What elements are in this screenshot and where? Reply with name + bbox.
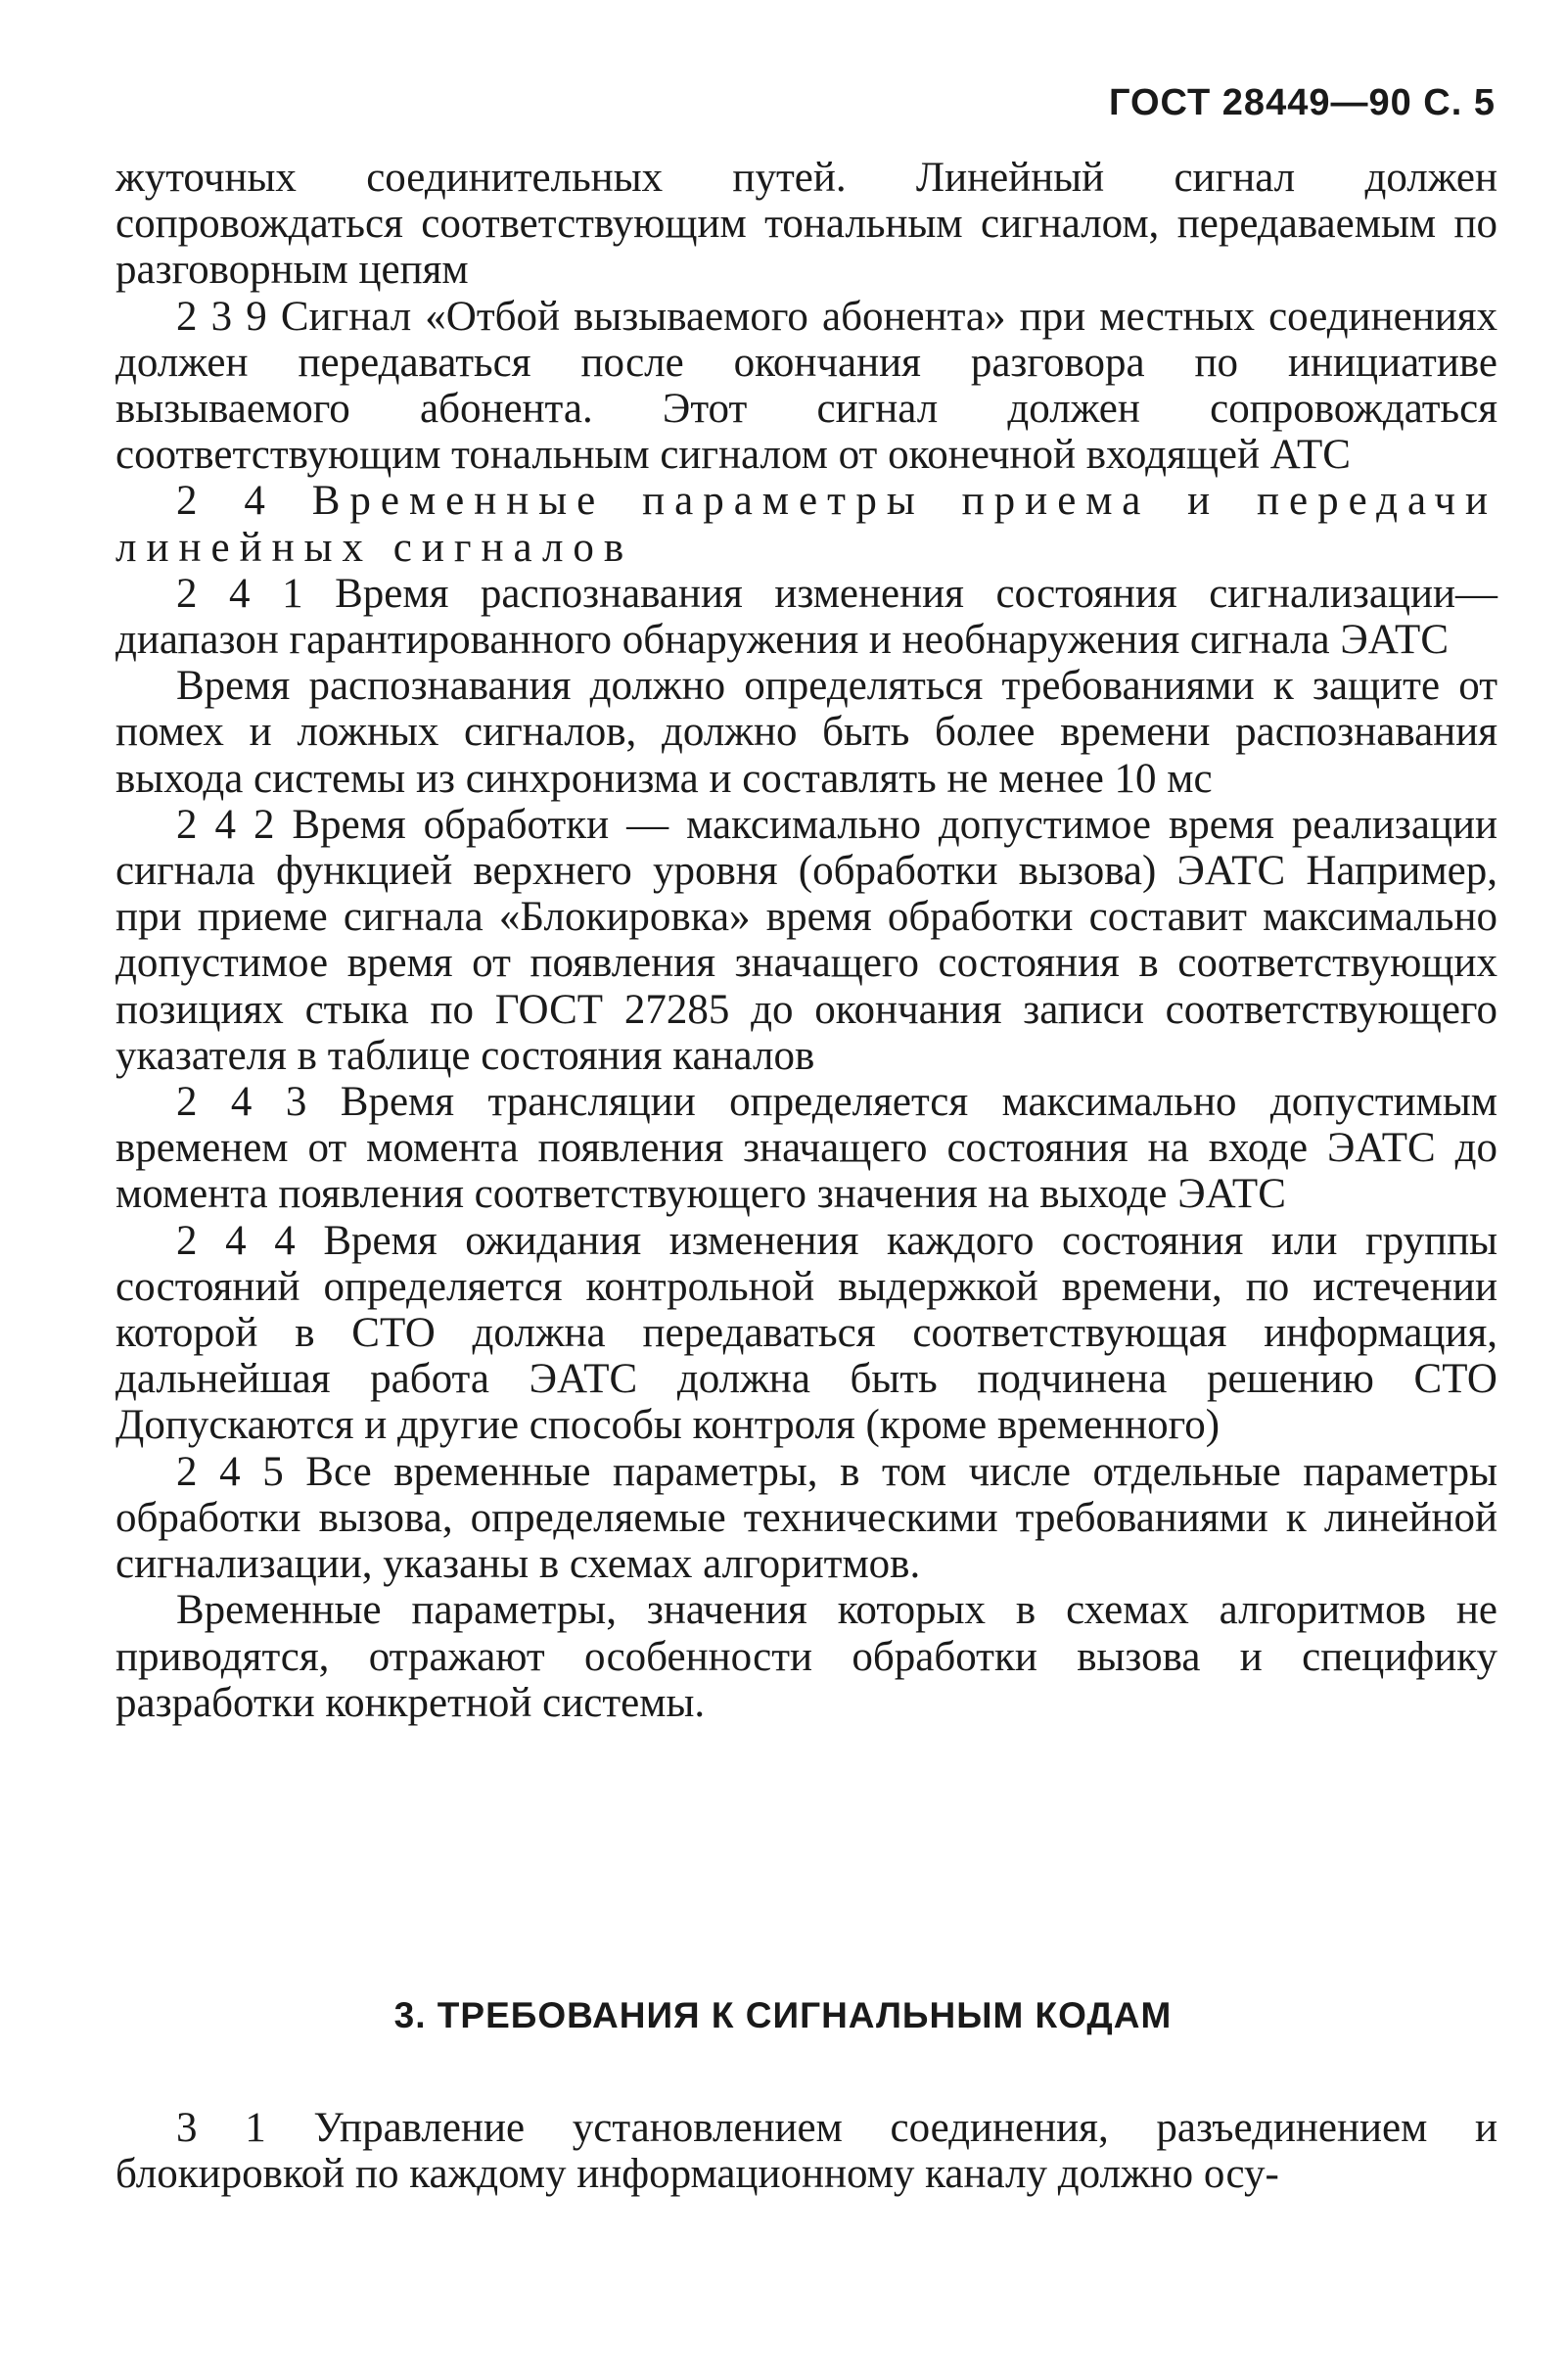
body-text <box>115 155 1497 1726</box>
paragraph-2-4-3: 2 4 3 Время трансляции определяется максимально допустимым временем от момента появления значащего состояния на входе ЭАТС до момента появления соответствующего значения на выходе ЭАТС <box>115 1079 1497 1218</box>
paragraph-2-4-2: 2 4 2 Время обработки — максимально допустимое время реализации сигнала функцией верхнего уровня (обработки вызова) ЭАТС Например, при приеме сигнала «Блокировка» время обработки составит максимально допустимое время от появления значащего состояния в соответствующих позициях стыка по ГОСТ 27285 до окончания записи соответствующего указателя в таблице состояния каналов <box>115 801 1497 1079</box>
paragraph-2-4-5: 2 4 5 Все временные параметры, в том числе отдельные параметры обработки вызова, определяемые техническими требованиями к линейной сигнализации, указаны в схемах алгоритмов. <box>115 1448 1497 1588</box>
paragraph-2-3-9: 2 3 9 Сигнал «Отбой вызываемого абонента» при местных соединениях должен передаваться после окончания разговора по инициативе вызываемого абонента. Этот сигнал должен сопровождаться соответствующим тональным сигналом от оконечной входящей АТС <box>115 293 1497 479</box>
section-3-body <box>115 2105 1497 2197</box>
section-heading-3: 3. ТРЕБОВАНИЯ К СИГНАЛЬНЫМ КОДАМ <box>393 1995 1173 2035</box>
paragraph-3-1: 3 1 Управление установлением соединения, разъединением и блокировкой по каждому информационному каналу должно осу- <box>115 2105 1497 2198</box>
paragraph-continuation: жуточных соединительных путей. Линейный сигнал должен сопровождаться соответствующим тональным сигналом, передаваемым по разговорным цепям <box>115 155 1497 294</box>
page-header: ГОСТ 28449—90 С. 5 <box>1108 82 1496 123</box>
paragraph-2-4-4: 2 4 4 Время ожидания изменения каждого состояния или группы состояний определяется контрольной выдержкой времени, по истечении которой в СТО должна передаваться соответствующая информация, дальнейшая работа ЭАТС должна быть подчинена решению СТО Допускаются и другие способы контроля (кроме временного) <box>115 1217 1497 1449</box>
paragraph-recognition-time: Время распознавания должно определяться требованиями к защите от помех и ложных сигналов, должно быть более времени распознавания выхода системы из синхронизма и составлять не менее 10 мс <box>115 663 1497 802</box>
paragraph-2-4-1: 2 4 1 Время распознавания изменения состояния сигнализации— диапазон гарантированного обнаружения и необнаружения сигнала ЭАТС <box>115 570 1497 664</box>
paragraph-time-parameters: Временные параметры, значения которых в схемах алгоритмов не приводятся, отражают особенности обработки вызова и специфику разработки конкретной системы. <box>115 1587 1497 1726</box>
subsection-heading-2-4: 2 4 Временные параметры приема и передачи линейных сигналов <box>115 478 1497 571</box>
